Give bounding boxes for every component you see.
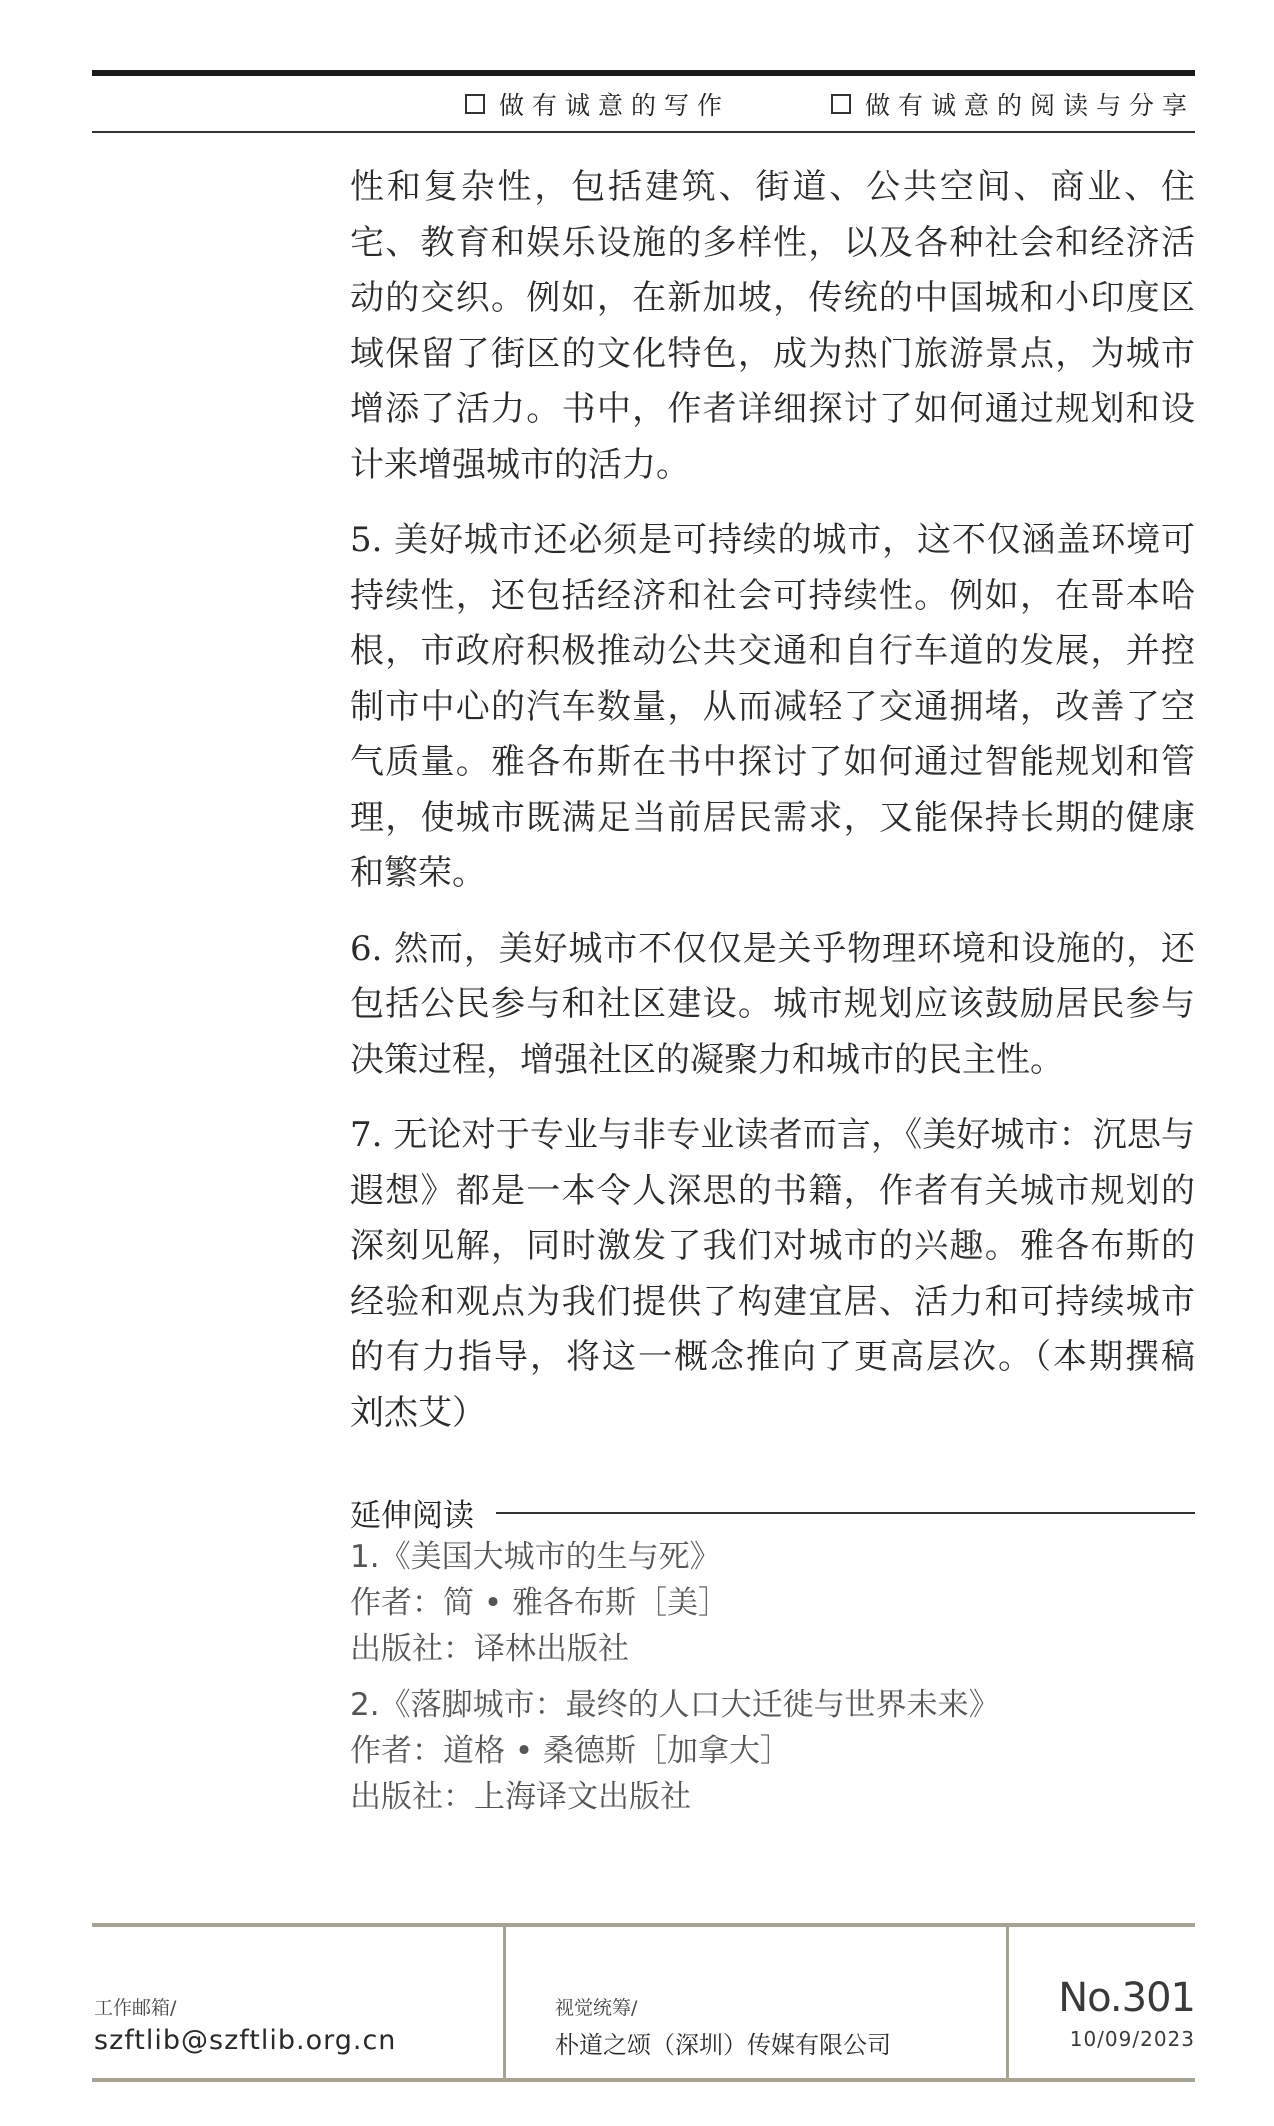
book-author: 作者：简 • 雅各布斯［美］ [350, 1585, 729, 1621]
book-title: 1.《美国大城市的生与死》 [350, 1539, 721, 1575]
header-tag-reading [831, 86, 1195, 122]
top-rule [92, 70, 1195, 76]
email-link[interactable]: szftlib@szftlib.org.cn [94, 2025, 397, 2056]
header-tag-reading-text: 做有诚意的阅读与分享 [864, 91, 1195, 120]
book-author: 作者：道格 • 桑德斯［加拿大］ [350, 1733, 791, 1769]
checkbox-square-icon [465, 94, 485, 114]
book-publisher: 出版社：上海译文出版社 [350, 1779, 691, 1815]
header-rule [92, 131, 1195, 133]
extended-reading-header [350, 1490, 1195, 1535]
paragraph: 7. 无论对于专业与非专业读者而言，《美好城市：沉思与遐想》都是一本令人深思的书籍，作者有关城市规划的深刻见解，同时激发了我们对城市的兴趣。雅各布斯的经验和观点为我们提供了构建宜居、活力和可持续城市的有力指导，将这一概念推向了更高层次。（本期撰稿 刘杰艾） [350, 1115, 1229, 1433]
paragraph: 5. 美好城市还必须是可持续的城市，这不仅涵盖环境可持续性，还包括经济和社会可持续性。例如，在哥本哈根，市政府积极推动公共交通和自行车道的发展，并控制市中心的汽车数量，从而减轻了交通拥堵，改善了空气质量。雅各布斯在书中探讨了如何通过智能规划和管理，使城市既满足当前居民需求，又能保持长期的健康和繁荣。 [350, 520, 1195, 893]
page-header [92, 86, 1195, 126]
paragraph: 6. 然而，美好城市不仅仅是关乎物理环境和设施的，还包括公民参与和社区建设。城市规划应该鼓励居民参与决策过程，增强社区的凝聚力和城市的民主性。 [350, 928, 1195, 1080]
footer-top-rule [92, 1923, 1195, 1927]
visual-company: 朴道之颂（深圳）传媒有限公司 [555, 2031, 891, 2059]
issue-date: 10/09/2023 [1069, 2027, 1195, 2051]
article-body [350, 160, 1229, 1461]
visual-label: 视觉统筹/ [555, 1997, 638, 2019]
footer-divider [503, 1923, 506, 2082]
issue-number: No.301 [1058, 1975, 1195, 2021]
extended-reading-title: 延伸阅读 [350, 1498, 474, 1534]
email-label: 工作邮箱/ [94, 1997, 177, 2019]
header-tag-writing [465, 86, 730, 122]
book-title: 2.《落脚城市：最终的人口大迁徙与世界未来》 [350, 1687, 1000, 1723]
footer-divider [1006, 1923, 1009, 2082]
book-publisher: 出版社：译林出版社 [350, 1631, 629, 1667]
extended-reading-list [350, 1534, 1195, 1820]
paragraph: 性和复杂性，包括建筑、街道、公共空间、商业、住宅、教育和娱乐设施的多样性，以及各种社会和经济活动的交织。例如，在新加坡，传统的中国城和小印度区域保留了街区的文化特色，成为热门旅游景点，为城市增添了活力。书中，作者详细探讨了如何通过规划和设计来增强城市的活力。 [350, 167, 1195, 485]
footer-bottom-rule [92, 2078, 1195, 2082]
checkbox-square-icon [831, 94, 851, 114]
extended-reading-rule [496, 1512, 1195, 1514]
header-tag-writing-text: 做有诚意的写作 [498, 91, 730, 120]
